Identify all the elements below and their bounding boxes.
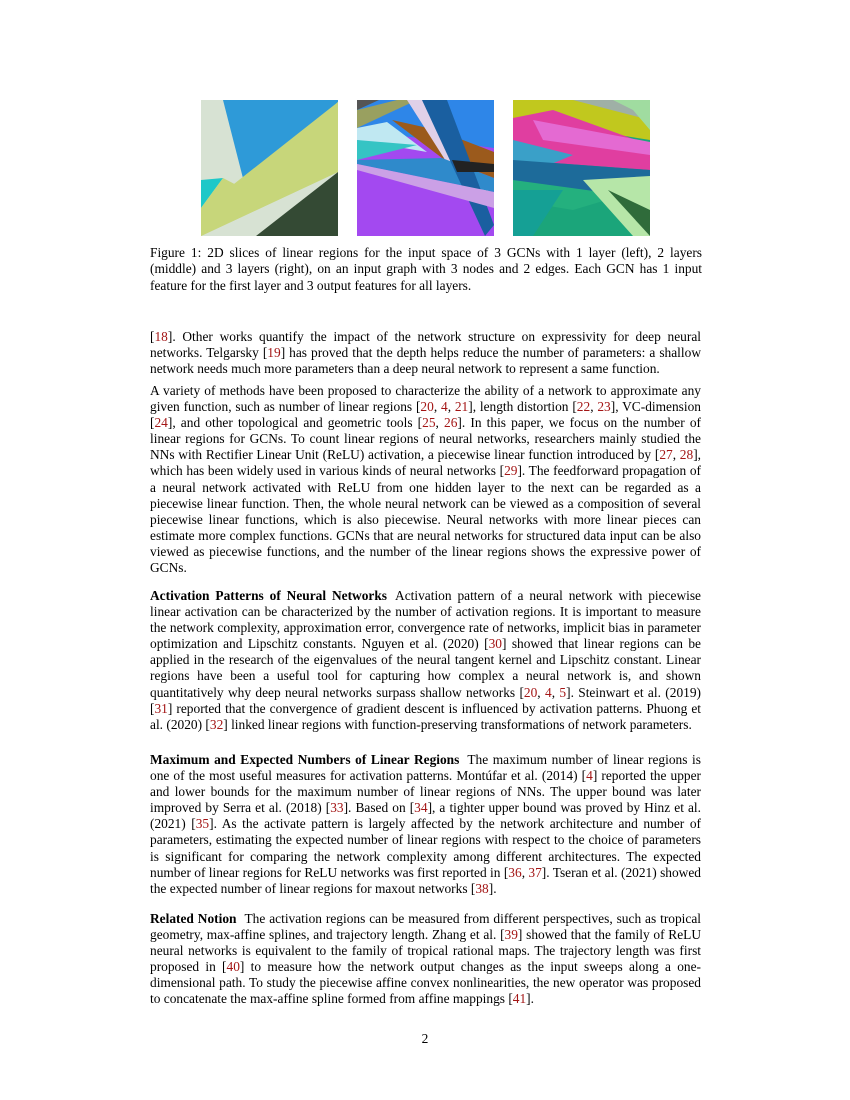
text-run: [ bbox=[150, 329, 155, 344]
section-heading: Maximum and Expected Numbers of Linear Regions bbox=[150, 752, 460, 767]
text-run: ]. As the activate pattern is largely affected by the network architecture and number of parameters, estimating the expected number of linear regions with respect to the choice of parameters is significant for comparing the network complexity among different architectures. The expected number of linear regions for ReLU networks was first reported in [ bbox=[150, 816, 701, 880]
paragraph-activation-patterns bbox=[150, 588, 701, 733]
paragraph-expressivity bbox=[150, 329, 701, 377]
citation-link[interactable]: 20 bbox=[523, 684, 538, 700]
text-run: ]. The feedforward propagation of a neural network activated with ReLU from one hidden layer to the next can be regarded as a piecewise linear function. Then, the whole neural network can be viewed as a composition of several piecewise linear functions, which is also piecewise. Neural networks with more linear pieces can estimate more complex functions. GCNs that are neural networks for structured data input can be also viewed as piecewise functions, and the number of the linear regions shows the expressive power of GCNs. bbox=[150, 463, 701, 576]
citation-link[interactable]: 24 bbox=[154, 415, 168, 431]
text-run: Activation pattern of a neural network with piecewise linear activation can be characterized by the number of activation regions. It is important to measure the network complexity, approximation error, convergence rate of networks, implicit bias in parameter optimization and Lipschitz constants. Nguyen et al. (2020) [ bbox=[150, 588, 701, 652]
citation-link[interactable]: 38 bbox=[475, 880, 489, 896]
text-run: ], length distortion [ bbox=[468, 399, 577, 415]
citation-link[interactable]: 29 bbox=[504, 463, 518, 479]
text-run: ] showed that the family of ReLU neural networks is equivalent to the family of tropical rational maps. The trajectory length was first proposed in [ bbox=[150, 927, 701, 975]
text-run: ]. Based on [ bbox=[343, 800, 415, 816]
citation-link[interactable]: 5 bbox=[559, 684, 567, 700]
text-run: , bbox=[672, 447, 680, 463]
text-run: , bbox=[521, 864, 529, 880]
text-run: ] to measure how the network output changes as the input sweeps along a one-dimensional path. To study the piecewise affine convex nonlinearities, the new operator was proposed to concatenate the max-affine spline formed from affine mappings [ bbox=[150, 959, 702, 1007]
text-run: ], a tighter upper bound was proved by Hinz et al. (2021) [ bbox=[150, 800, 701, 832]
citation-link[interactable]: 41 bbox=[512, 991, 527, 1007]
citation-link[interactable]: 34 bbox=[414, 800, 428, 816]
paragraph-methods bbox=[150, 383, 701, 576]
citation-link[interactable]: 28 bbox=[679, 447, 694, 463]
citation-link[interactable]: 36 bbox=[508, 864, 522, 880]
text-run: ]. bbox=[488, 880, 497, 896]
text-run: ], and other topological and geometric tools [ bbox=[167, 415, 423, 431]
citation-link[interactable]: 40 bbox=[226, 959, 240, 975]
text-run: ] reported that the convergence of gradient descent is influenced by activation patterns. Phuong et al. (2020) [ bbox=[150, 700, 701, 732]
text-run: The activation regions can be measured from different perspectives, such as tropical geometry, max-affine splines, and trajectory length. Zhang et al. [ bbox=[150, 911, 701, 943]
citation-link[interactable]: 4 bbox=[440, 399, 448, 415]
text-run: ]. Tseran et al. (2021) showed the expected number of linear regions for maxout networks [ bbox=[150, 864, 701, 896]
section-heading: Activation Patterns of Neural Networks bbox=[150, 588, 388, 603]
citation-link[interactable]: 30 bbox=[488, 636, 502, 652]
text-run: ] linked linear regions with function-preserving transformations of network parameters. bbox=[223, 716, 692, 732]
text-run: ], which has been widely used in various kinds of neural networks [ bbox=[150, 447, 701, 479]
text-run: ]. Other works quantify the impact of the network structure on expressivity for deep neural networks. Telgarsky [ bbox=[150, 329, 701, 361]
linear-regions-plot-3-layers bbox=[513, 100, 650, 236]
citation-link[interactable]: 35 bbox=[195, 816, 210, 832]
citation-link[interactable]: 20 bbox=[420, 399, 434, 415]
text-run: ], VC-dimension [ bbox=[150, 399, 701, 431]
text-run: ] showed that linear regions can be applied in the research of the eigenvalues of the neural tangent kernel and Lipschitz constant. Linear regions have been a useful tool for capturing how complex a neural network is, and shown quantitatively why deep neural networks surpass shallow networks [ bbox=[150, 636, 701, 700]
citation-link[interactable]: 25 bbox=[422, 415, 436, 431]
text-run: ]. In this paper, we focus on the number of linear regions for GCNs. To count linear regions of neural networks, researchers mainly studied the NNs with Rectifier Linear Unit (ReLU) activation, a piecewise linear function introduced by [ bbox=[150, 415, 701, 463]
text-run: ] reported the upper and lower bounds for the maximum number of linear regions of NNs. The upper bound was later improved by Serra et al. (2018) [ bbox=[150, 768, 702, 816]
text-run: The maximum number of linear regions is one of the most useful measures for activation patterns. Montúfar et al. (2014) [ bbox=[150, 752, 701, 784]
text-run: , bbox=[447, 399, 455, 415]
citation-link[interactable]: 4 bbox=[545, 684, 552, 700]
citation-link[interactable]: 27 bbox=[659, 447, 673, 463]
figure-panel-3-layers bbox=[513, 100, 650, 236]
citation-link[interactable]: 33 bbox=[330, 800, 344, 816]
text-run: ] has proved that the depth helps reduce the number of parameters: a shallow network needs much more parameters than a deep neural network to represent a same function. bbox=[150, 345, 701, 377]
text-run: A variety of methods have been proposed to characterize the ability of a network to approximate any given function, such as number of linear regions [ bbox=[150, 383, 701, 415]
citation-link[interactable]: 39 bbox=[504, 927, 518, 943]
citation-link[interactable]: 26 bbox=[444, 415, 458, 431]
citation-link[interactable]: 22 bbox=[576, 399, 591, 415]
text-run: , bbox=[435, 415, 445, 431]
figure-panel-2-layers bbox=[357, 100, 494, 236]
citation-link[interactable]: 31 bbox=[154, 700, 168, 716]
section-heading: Related Notion bbox=[150, 911, 237, 926]
linear-regions-plot-1-layer bbox=[201, 100, 338, 236]
paragraph-max-expected-regions bbox=[150, 752, 701, 897]
text-run: , bbox=[590, 399, 598, 415]
paragraph-related-notion bbox=[150, 911, 701, 1008]
citation-link[interactable]: 23 bbox=[597, 399, 611, 415]
text-run: ]. bbox=[526, 991, 534, 1007]
citation-link[interactable]: 37 bbox=[528, 864, 542, 880]
citation-link[interactable]: 19 bbox=[267, 345, 281, 361]
linear-regions-plot-2-layers bbox=[357, 100, 494, 236]
text-run: ]. Steinwart et al. (2019) [ bbox=[150, 684, 701, 716]
text-run: , bbox=[551, 684, 560, 700]
figure-panel-1-layer bbox=[201, 100, 338, 236]
citation-link[interactable]: 4 bbox=[586, 768, 593, 784]
citation-link[interactable]: 18 bbox=[154, 329, 168, 344]
page-number: 2 bbox=[421, 1031, 429, 1046]
citation-link[interactable]: 21 bbox=[454, 399, 469, 415]
text-run: , bbox=[537, 684, 545, 700]
citation-link[interactable]: 32 bbox=[209, 716, 224, 732]
text-run: , bbox=[433, 399, 441, 415]
figure-caption: Figure 1: 2D slices of linear regions for the input space of 3 GCNs with 1 layer (left), 2 layers (middle) and 3 layers (right), on an input graph with 3 nodes and 2 edges. Each GCN has 1 input feature for the first layer and 3 output features for all layers. bbox=[150, 245, 702, 293]
